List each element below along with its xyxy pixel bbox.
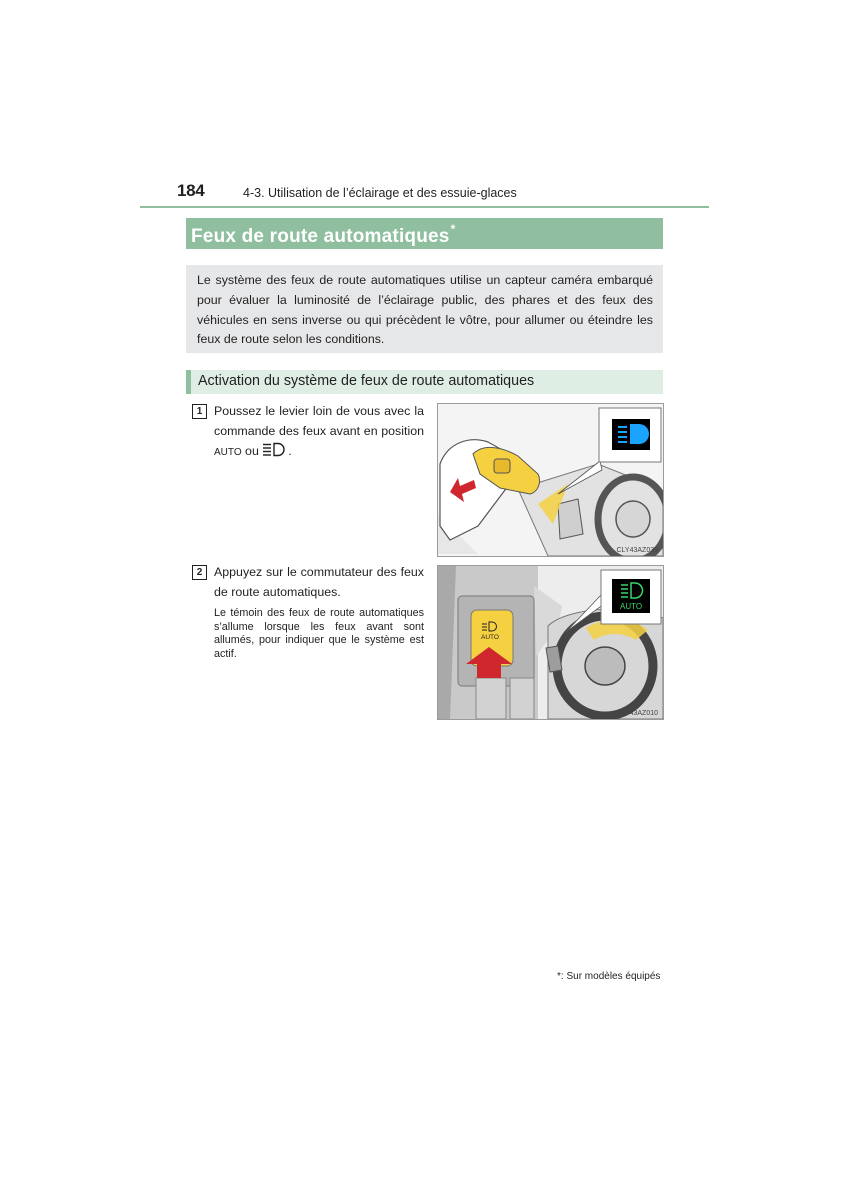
figure-2-code: CLY43AZ010 [616,710,658,717]
auto-symbol: AUTO [214,447,242,458]
page-title-text: Feux de route automatiques [191,226,450,247]
switch-illustration [438,566,663,719]
figure-1-code: CLY43AZ039 [616,547,658,554]
figure-2-switch [437,565,664,720]
chapter-heading: 4-3. Utilisation de l’éclairage et des essuie-glaces [243,186,517,200]
intro-box [186,265,663,353]
step-1-text-after: . [288,444,292,458]
step-1-number: 1 [192,404,207,419]
lever-illustration [438,404,663,556]
step-1-or: ou [241,444,263,458]
section-accent [186,370,191,394]
intro-text: Le système des feux de route automatiques utilise un capteur caméra embarqué pour évaluer la luminosité de l’éclairage public, des phares et des feux des véhicules en sens inverse ou qui précèdent le vôtre, pour allumer ou éteindre les feux de route selon les conditions. [197,273,653,347]
header-rule [140,206,709,208]
headlight-icon [262,442,288,457]
footnote-star: * [557,971,561,982]
title-bar [186,218,663,249]
title-footnote-star: * [450,222,456,236]
page-title [191,222,455,248]
section-bar [186,370,663,394]
step-1-text [214,401,424,463]
switch-auto-label: AUTO [481,634,499,641]
footnote-text: : Sur modèles équipés [560,971,661,982]
page-number: 184 [177,181,205,200]
step-2-number: 2 [192,565,207,580]
step-2-subtext: Le témoin des feux de route automatiques s’allume lorsque les feux avant sont allumés, pour indiquer que le système est actif. [214,607,424,660]
figure-1-lever [437,403,664,557]
section-title: Activation du système de feux de route automatiques [198,373,535,389]
step-2-text: Appuyez sur le commutateur des feux de route automatiques. [214,565,424,599]
footnote [557,971,660,982]
indicator-auto-label: AUTO [620,602,643,611]
step-1-text-before: Poussez le levier loin de vous avec la commande des feux avant en position [214,404,424,438]
